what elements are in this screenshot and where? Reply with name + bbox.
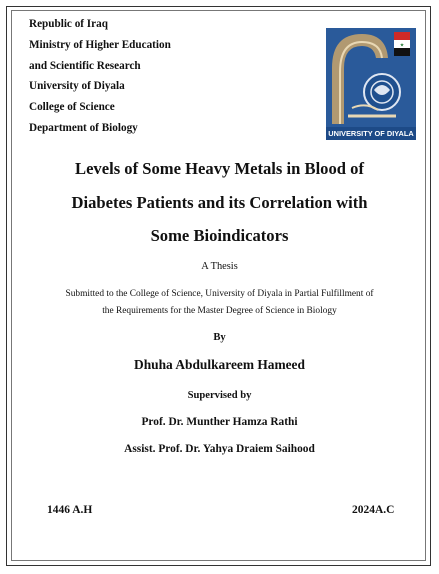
- institution-line: and Scientific Research: [29, 59, 141, 72]
- thesis-title-line: Some Bioindicators: [150, 226, 289, 245]
- thesis-title-line: Levels of Some Heavy Metals in Blood of: [75, 159, 364, 178]
- by-label: By: [213, 332, 226, 343]
- institution-line: College of Science: [29, 101, 115, 114]
- submission-line: Submitted to the College of Science, University of Diyala in Partial Fulfillment of: [65, 289, 374, 299]
- svg-text:★: ★: [399, 42, 405, 49]
- logo-emblem-icon: [326, 28, 416, 128]
- thesis-label: A Thesis: [201, 261, 238, 272]
- supervisor-name: Assist. Prof. Dr. Yahya Draiem Saihood: [124, 443, 315, 455]
- hijri-year: 1446 A.H: [47, 504, 93, 516]
- university-logo: [326, 28, 416, 140]
- thesis-title-line: Diabetes Patients and its Correlation with: [71, 193, 368, 212]
- submission-line: the Requirements for the Master Degree of Science in Biology: [102, 306, 337, 316]
- institution-header: [29, 14, 171, 139]
- author-name: Dhuha Abdulkareem Hameed: [134, 357, 305, 372]
- supervised-by-label: Supervised by: [187, 390, 252, 401]
- supervisor-name: Prof. Dr. Munther Hamza Rathi: [141, 416, 298, 428]
- logo-caption: UNIVERSITY OF DIYALA: [326, 127, 416, 140]
- institution-line: Department of Biology: [29, 121, 138, 134]
- gregorian-year: 2024A.C: [352, 504, 395, 516]
- institution-line: University of Diyala: [29, 80, 125, 93]
- institution-line: Republic of Iraq: [29, 18, 108, 30]
- institution-line: Ministry of Higher Education: [29, 38, 171, 51]
